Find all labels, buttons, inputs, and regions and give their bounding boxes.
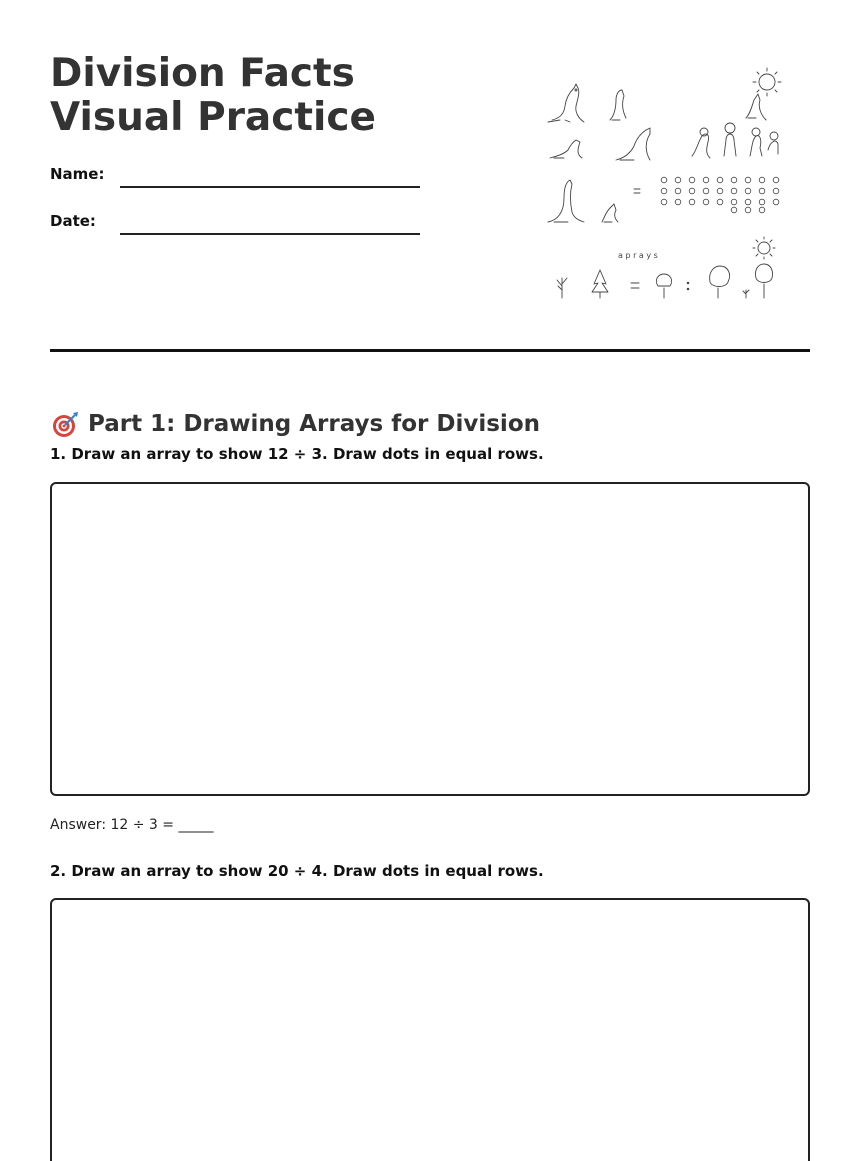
kangaroo-array-illustration xyxy=(540,62,790,312)
name-field-line[interactable] xyxy=(120,186,420,188)
kangaroo-icon xyxy=(550,140,582,158)
kangaroo-icon xyxy=(548,180,584,222)
tree-icon xyxy=(656,274,671,298)
illustration-caption: a p r a y s xyxy=(618,251,658,260)
kangaroo-icon xyxy=(616,128,650,160)
dot-array xyxy=(661,177,779,213)
question-1-answer: Answer: 12 ÷ 3 = _____ xyxy=(50,817,214,833)
kangaroo-icon xyxy=(746,94,766,120)
sprout-icon xyxy=(557,278,567,298)
question-2-prompt: 2. Draw an array to show 20 ÷ 4. Draw dots in equal rows. xyxy=(50,862,544,880)
kangaroo-icon xyxy=(548,84,584,122)
kangaroo-icon xyxy=(610,90,626,120)
sun-icon xyxy=(753,68,781,96)
round-tree-icon xyxy=(710,266,730,298)
kangaroo-icon xyxy=(602,204,618,222)
pine-tree-icon xyxy=(592,270,608,298)
question-1-drawing-area[interactable] xyxy=(50,482,810,796)
dart-target-icon xyxy=(50,409,80,439)
question-2-drawing-area[interactable] xyxy=(50,898,810,1161)
sprout-icon xyxy=(743,290,749,298)
sun-icon xyxy=(753,237,775,259)
round-tree-icon xyxy=(755,264,772,298)
section-divider xyxy=(50,349,810,352)
name-label: Name: xyxy=(50,165,105,183)
question-1-prompt: 1. Draw an array to show 12 ÷ 3. Draw dots in equal rows. xyxy=(50,445,544,463)
page-title: Division Facts Visual Practice xyxy=(50,51,376,140)
part1-heading xyxy=(50,407,540,441)
date-label: Date: xyxy=(50,212,96,230)
date-field-line[interactable] xyxy=(120,233,420,235)
quokka-group-icon xyxy=(692,123,778,158)
part1-title: Part 1: Drawing Arrays for Division xyxy=(88,411,540,438)
